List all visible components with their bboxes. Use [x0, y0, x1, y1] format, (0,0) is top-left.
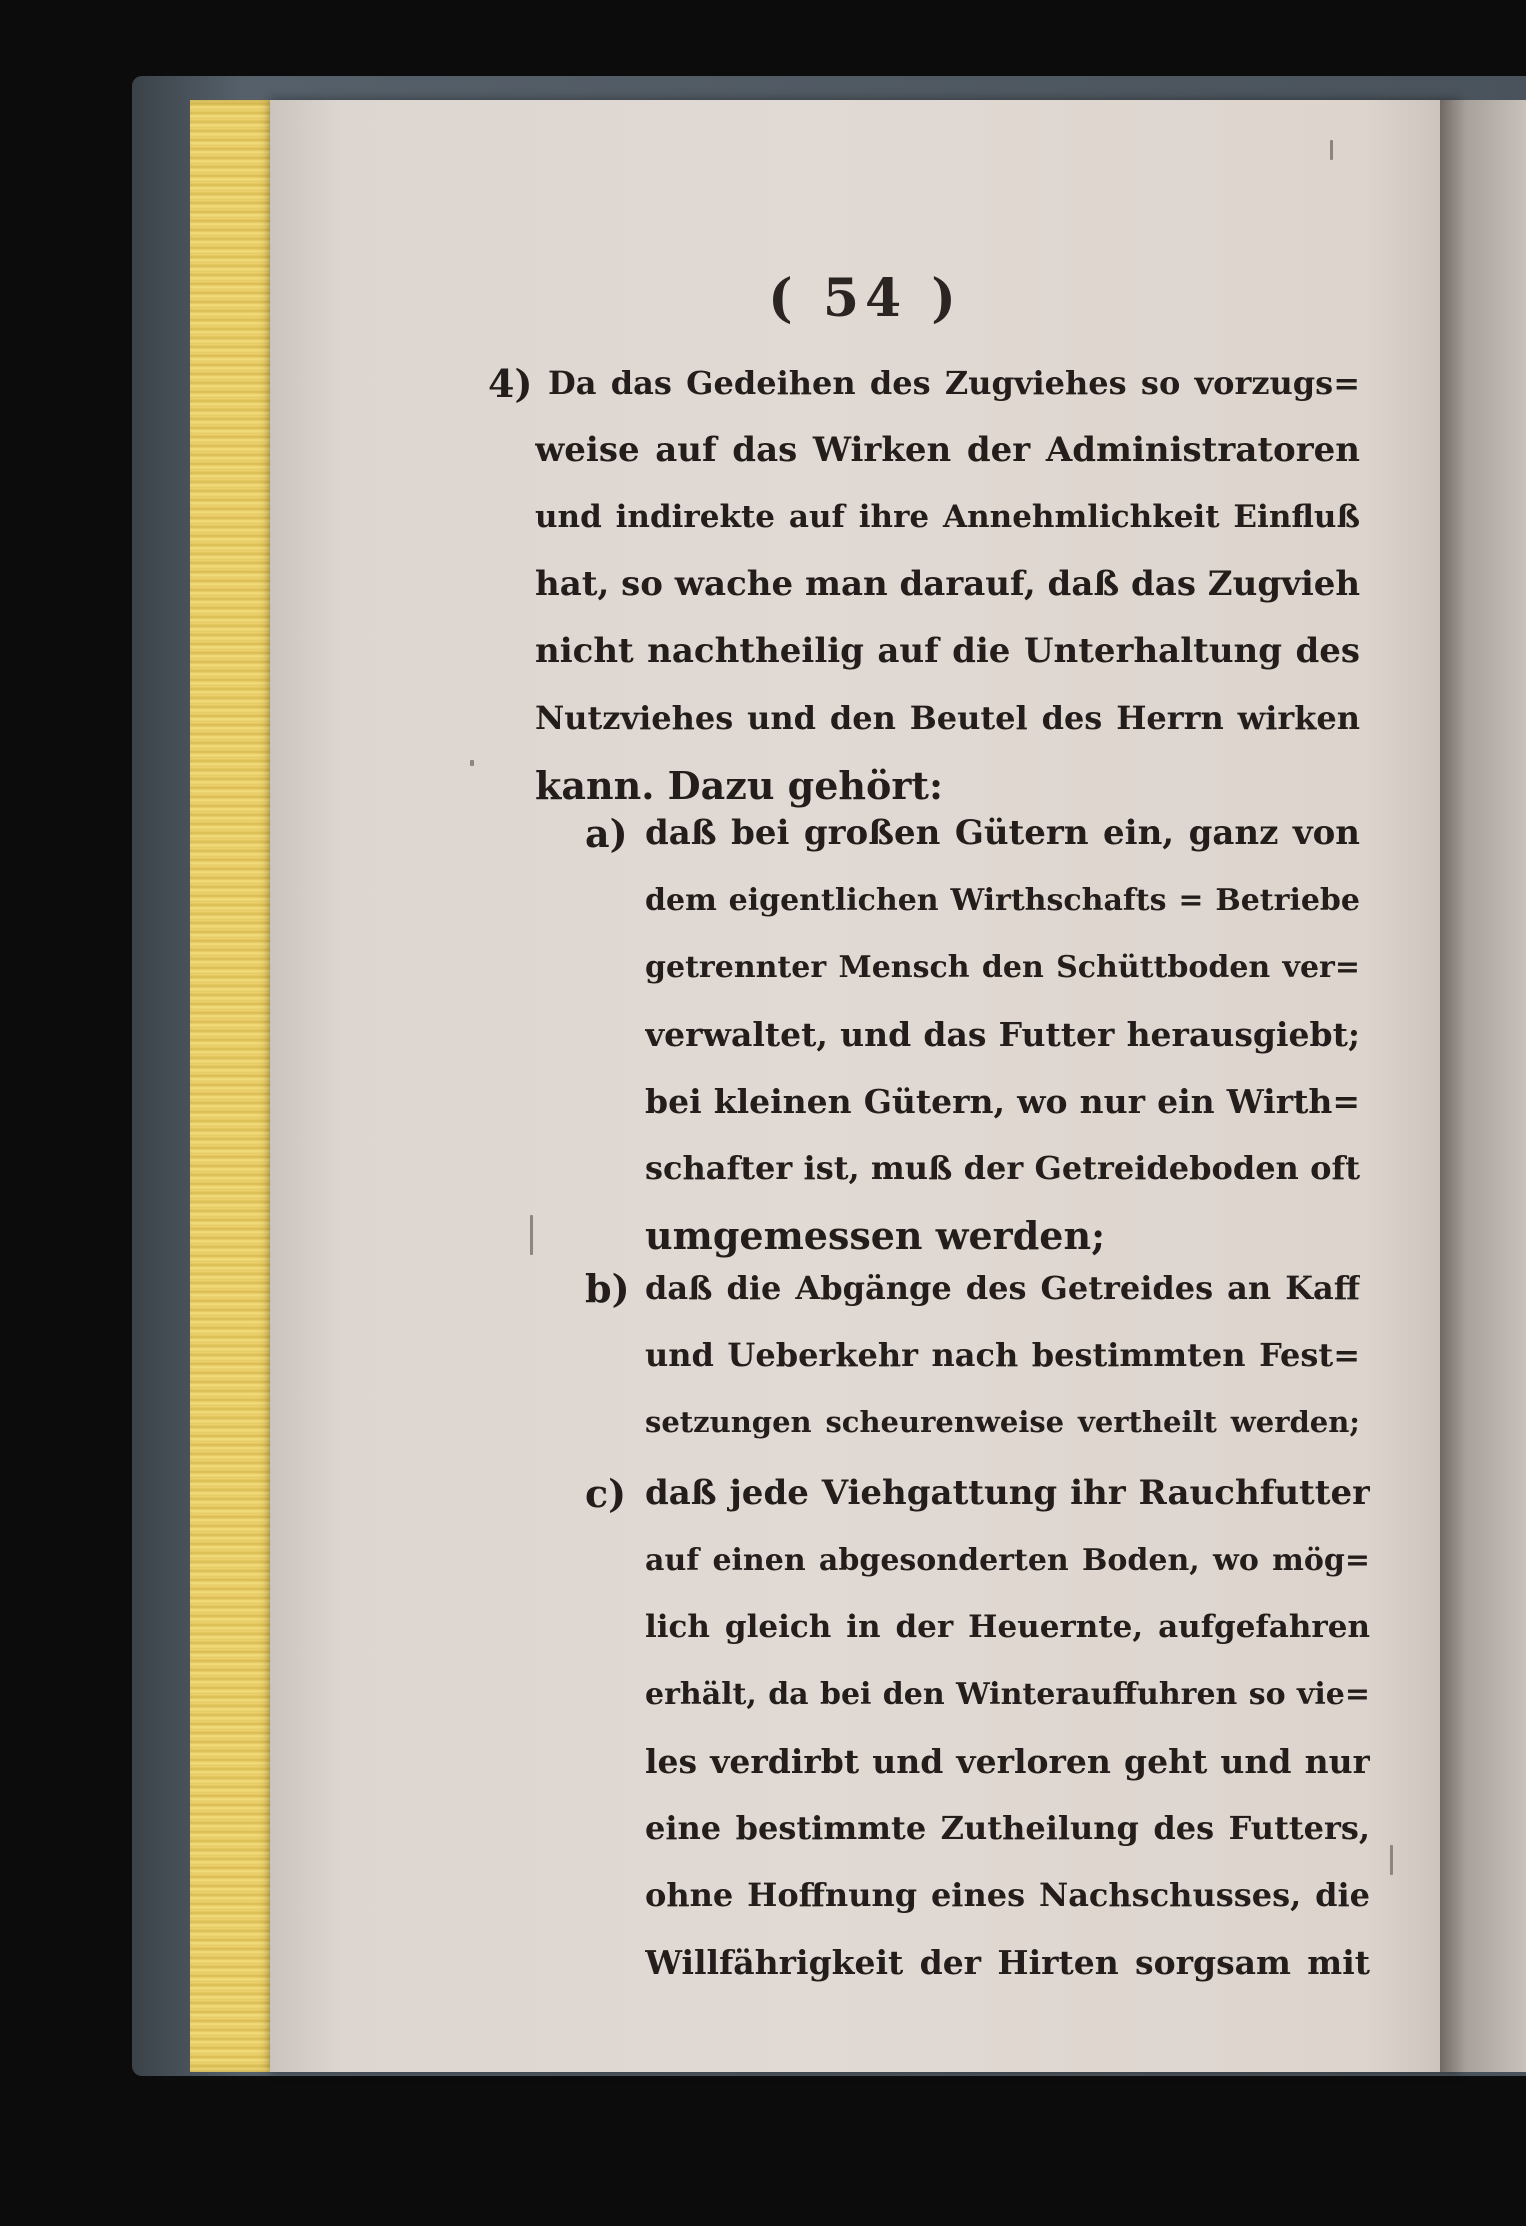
- text-line: setzungen scheurenweise vertheilt werden;: [645, 1405, 1360, 1439]
- text-line: und indirekte auf ihre Annehmlichkeit Einfluß: [535, 499, 1360, 535]
- item-b-body: [645, 1255, 1360, 1456]
- text-line: getrennter Mensch den Schüttboden ver=: [645, 950, 1360, 985]
- item-4-body: [535, 417, 1360, 819]
- text-line: kann. Dazu gehört:: [535, 763, 943, 808]
- paper-speck: [1330, 140, 1333, 160]
- item-c-body: [645, 1460, 1370, 1996]
- item-a-marker: a): [585, 811, 628, 856]
- text-line: Willfährigkeit der Hirten sorgsam mit: [645, 1943, 1370, 1982]
- text-line: dem eigentlichen Wirthschafts = Betriebe: [645, 883, 1360, 918]
- text-line: Nutzviehes und den Beutel des Herrn wirken: [535, 699, 1360, 737]
- text-line: erhält, da bei den Winterauffuhren so vie=: [645, 1677, 1370, 1712]
- text-line: eine bestimmte Zutheilung des Futters,: [645, 1809, 1370, 1847]
- facing-page-gutter: [1440, 100, 1526, 2072]
- text-line: Da das Gedeihen des Zugviehes so vorzugs=: [548, 364, 1360, 402]
- text-line: auf einen abgesonderten Boden, wo mög=: [645, 1543, 1370, 1578]
- item-b-marker: b): [585, 1266, 630, 1311]
- item-c-marker: c): [585, 1471, 627, 1516]
- item-4-first-line-block: [548, 350, 1360, 417]
- item-a-body: [645, 800, 1360, 1269]
- text-line: ohne Hoffnung eines Nachschusses, die: [645, 1876, 1370, 1914]
- text-line: daß jede Viehgattung ihr Rauchfutter: [645, 1473, 1370, 1513]
- text-line: umgemessen werden;: [645, 1213, 1106, 1258]
- text-line: weise auf das Wirken der Administratoren: [535, 430, 1360, 470]
- paper-speck: [1390, 1845, 1393, 1875]
- text-line: hat, so wache man darauf, daß das Zugvieh: [535, 564, 1360, 604]
- text-line: daß die Abgänge des Getreides an Kaff: [645, 1269, 1360, 1307]
- gilded-page-edge: [190, 100, 280, 2072]
- paper-speck: [470, 760, 474, 766]
- text-line: nicht nachtheilig auf die Unterhaltung des: [535, 631, 1360, 671]
- text-line: verwaltet, und das Futter herausgiebt;: [645, 1015, 1360, 1054]
- text-line: les verdirbt und verloren geht und nur: [645, 1742, 1370, 1781]
- text-line: und Ueberkehr nach bestimmten Fest=: [645, 1336, 1360, 1374]
- page-number: ( 54 ): [768, 268, 962, 329]
- text-line: lich gleich in der Heuernte, aufgefahren: [645, 1609, 1370, 1645]
- text-line: daß bei großen Gütern ein, ganz von: [645, 813, 1360, 853]
- text-line: bei kleinen Gütern, wo nur ein Wirth=: [645, 1082, 1360, 1121]
- item-4-marker: 4): [488, 361, 533, 406]
- text-line: schafter ist, muß der Getreideboden oft: [645, 1149, 1360, 1187]
- paper-speck: [530, 1215, 533, 1255]
